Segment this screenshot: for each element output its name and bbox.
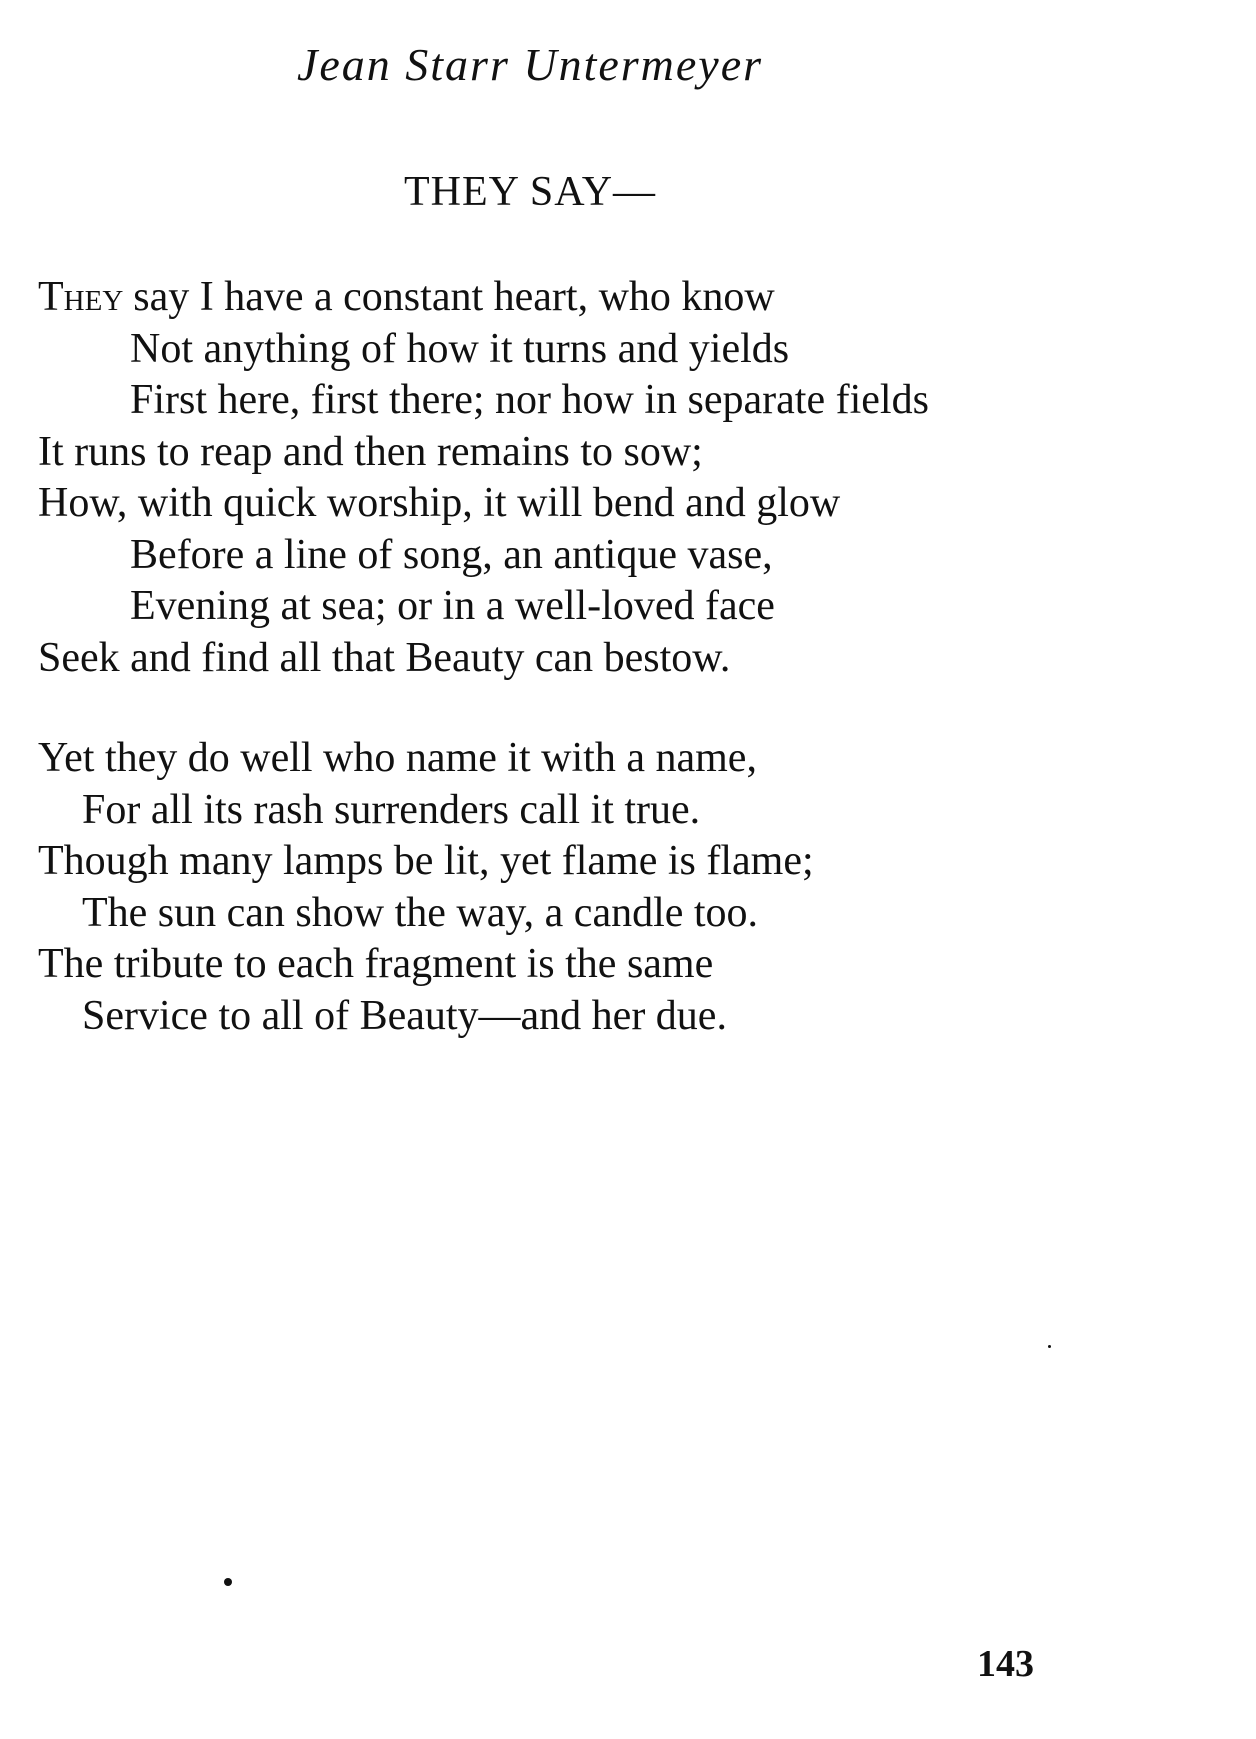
poem-line: Yet they do well who name it with a name, [38,735,757,781]
opening-small-caps-word: They [38,274,124,320]
poem-line: For all its rash surrenders call it true. [82,786,701,833]
author-name: Jean Starr Untermeyer [296,39,764,90]
poem-line: Seek and find all that Beauty can bestow. [38,634,731,681]
poem-line: How, with quick worship, it will bend and glow [38,480,841,526]
poem-line: Though many lamps be lit, yet flame is flame; [38,838,814,884]
ink-speck [224,1578,232,1586]
poem-line: Before a line of song, an antique vase, [130,531,773,578]
poem-line: Service to all of Beauty—and her due. [82,992,727,1039]
poem-line: Not anything of how it turns and yields [130,325,790,372]
poem-line: First here, first there; nor how in separate fields [130,377,929,423]
stanza-2 [38,733,814,1042]
poem-line: It runs to reap and then remains to sow; [38,428,703,475]
poem-line: Evening at sea; or in a well-loved face [130,583,775,629]
poem-line: The tribute to each fragment is the same [38,941,714,987]
line-text: say I have a constant heart, who know [133,274,775,320]
poem-line: The sun can show the way, a candle too. [82,889,759,936]
ink-speck [1048,1345,1051,1348]
poem-title: THEY SAY— [403,169,657,215]
poem-line [38,272,929,324]
page-number: 143 [977,1643,1034,1685]
stanza-1 [38,272,929,684]
